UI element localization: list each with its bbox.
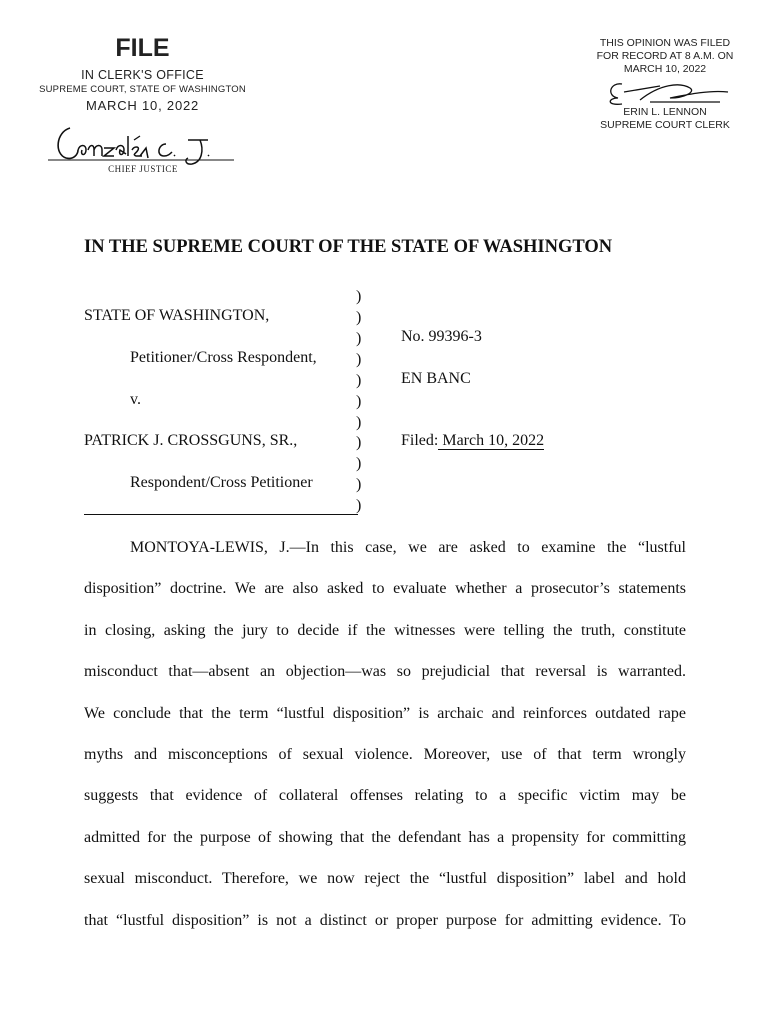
caption-party-1: STATE OF WASHINGTON,	[84, 307, 270, 324]
caption-paren: )	[356, 497, 362, 514]
clerk-name: ERIN L. LENNON	[623, 106, 707, 118]
filing-notice-line-1: THIS OPINION WAS FILED	[599, 37, 731, 49]
opinion-line: misconduct that—absent an objection—was so prejudicial that reversal is warranted.	[84, 663, 686, 681]
opinion-line: admitted for the purpose of showing that the defendant has a propensity for committing	[84, 828, 686, 846]
chief-justice-signature	[48, 110, 248, 170]
opinion-line: in closing, asking the jury to decide if the witnesses were telling the truth, constitute	[84, 621, 686, 639]
opinion-line: disposition” doctrine. We are also asked to evaluate whether a prosecutor’s statements	[84, 580, 686, 598]
caption-paren: )	[356, 476, 362, 493]
caption-paren: )	[356, 351, 362, 368]
filed-date: March 10, 2022	[438, 432, 545, 449]
stamp-file-label: FILE	[115, 34, 170, 62]
opinion-line: myths and misconceptions of sexual violence. Moreover, use of that term wrongly	[84, 746, 686, 763]
opinion-line: sexual misconduct. Therefore, we now reject the “lustful disposition” label and hold	[84, 870, 686, 888]
caption-party-1-role: Petitioner/Cross Respondent,	[130, 349, 317, 366]
filed-line	[401, 432, 544, 450]
opinion-line: that “lustful disposition” is not a distinct or proper purpose for admitting evidence. To	[84, 911, 686, 929]
caption-paren: )	[356, 330, 362, 347]
caption-party-2-role: Respondent/Cross Petitioner	[130, 474, 313, 491]
opinion-line: suggests that evidence of collateral offenses relating to a specific victim may be	[84, 787, 686, 805]
caption-paren: )	[356, 393, 362, 410]
clerk-block	[585, 106, 745, 132]
filing-notice-line-3: MARCH 10, 2022	[623, 63, 707, 75]
caption-paren: )	[356, 455, 362, 472]
stamp-date-line: MARCH 10, 2022	[85, 98, 200, 113]
stamp-court-line: SUPREME COURT, STATE OF WASHINGTON	[39, 84, 246, 95]
caption-paren: )	[356, 309, 362, 326]
caption-versus: v.	[130, 391, 141, 408]
caption-paren: )	[356, 434, 362, 451]
clerk-signature	[600, 76, 735, 110]
panel-designation: EN BANC	[401, 370, 471, 387]
caption-party-2: PATRICK J. CROSSGUNS, SR.,	[84, 432, 298, 449]
clerk-title: SUPREME COURT CLERK	[600, 119, 730, 131]
caption-paren: )	[356, 372, 362, 389]
stamp-office-line: IN CLERK'S OFFICE	[81, 68, 204, 82]
opinion-line: We conclude that the term “lustful disposition” is archaic and reinforces outdated rape	[84, 704, 686, 722]
chief-justice-label: CHIEF JUSTICE	[108, 164, 178, 174]
filed-label: Filed:	[401, 432, 439, 449]
caption-rule	[84, 514, 358, 515]
case-number: No. 99396-3	[401, 328, 482, 345]
filing-notice-line-2: FOR RECORD AT 8 A.M. ON	[596, 50, 734, 62]
opinion-line: MONTOYA-LEWIS, J.—In this case, we are asked to examine the “lustful	[130, 539, 686, 556]
caption-paren: )	[356, 288, 362, 305]
clerk-stamp	[30, 34, 255, 113]
filing-notice	[585, 37, 745, 76]
court-title: IN THE SUPREME COURT OF THE STATE OF WASHINGTON	[84, 237, 613, 257]
caption-paren: )	[356, 414, 362, 431]
